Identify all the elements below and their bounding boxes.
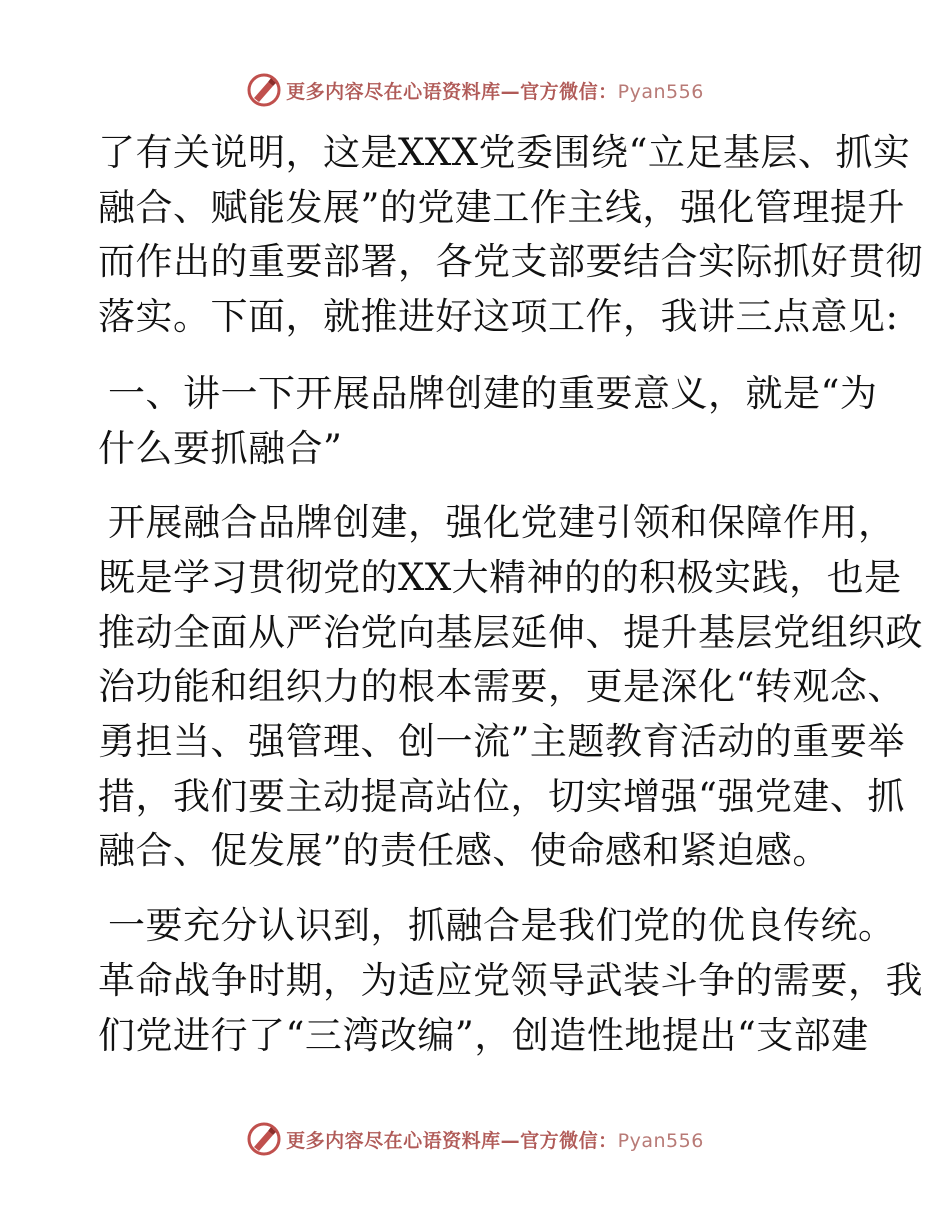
text-line: 一、讲一下开展品牌创建的重要意义，就是“为 bbox=[108, 371, 878, 415]
watermark-site-text: 更多内容尽在心语资料库—官方微信： bbox=[286, 80, 618, 103]
watermark-text bbox=[286, 1126, 704, 1153]
text-line: 融合、赋能发展”的党建工作主线，强化管理提升 bbox=[98, 185, 905, 229]
watermark-text bbox=[286, 77, 704, 104]
watermark-handle: Pyan556 bbox=[617, 1129, 704, 1152]
paragraph-tradition bbox=[98, 899, 923, 1063]
text-line: 既是学习贯彻党的XX大精神的的积极实践，也是 bbox=[98, 555, 902, 599]
text-line: 落实。下面，就推进好这项工作，我讲三点意见: bbox=[98, 295, 899, 339]
text-line: 革命战争时期，为适应党领导武装斗争的需要，我 bbox=[98, 958, 923, 1002]
text-line: 们党进行了“三湾改编”，创造性地提出“支部建 bbox=[98, 1013, 869, 1057]
section-heading-1 bbox=[98, 367, 878, 476]
text-line: 措，我们要主动提高站位，切实增强“强党建、抓 bbox=[98, 774, 905, 818]
text-line: 开展融合品牌创建，强化党建引领和保障作用， bbox=[108, 501, 896, 545]
pen-logo-icon bbox=[246, 72, 282, 108]
paragraph-intro bbox=[98, 126, 923, 345]
text-line: 了有关说明，这是XXX党委围绕“立足基层、抓实 bbox=[98, 131, 911, 174]
text-line: 推动全面从严治党向基层延伸、提升基层党组织政 bbox=[98, 610, 923, 654]
text-line: 什么要抓融合” bbox=[98, 426, 343, 470]
text-line: 一要充分认识到，抓融合是我们党的优良传统。 bbox=[108, 904, 896, 948]
watermark-banner-bottom bbox=[0, 1119, 950, 1159]
watermark-banner-top bbox=[0, 70, 950, 110]
pen-logo-icon bbox=[246, 1121, 282, 1157]
watermark-handle: Pyan556 bbox=[617, 80, 704, 103]
text-line: 勇担当、强管理、创一流”主题教育活动的重要举 bbox=[98, 720, 905, 764]
paragraph-significance bbox=[98, 496, 923, 879]
text-line: 治功能和组织力的根本需要，更是深化“转观念、 bbox=[98, 665, 905, 709]
watermark-site-text: 更多内容尽在心语资料库—官方微信： bbox=[286, 1129, 618, 1152]
document-body bbox=[98, 126, 923, 1063]
text-line: 融合、促发展”的责任感、使命感和紧迫感。 bbox=[98, 829, 830, 873]
text-line: 而作出的重要部署，各党支部要结合实际抓好贯彻 bbox=[98, 240, 923, 284]
